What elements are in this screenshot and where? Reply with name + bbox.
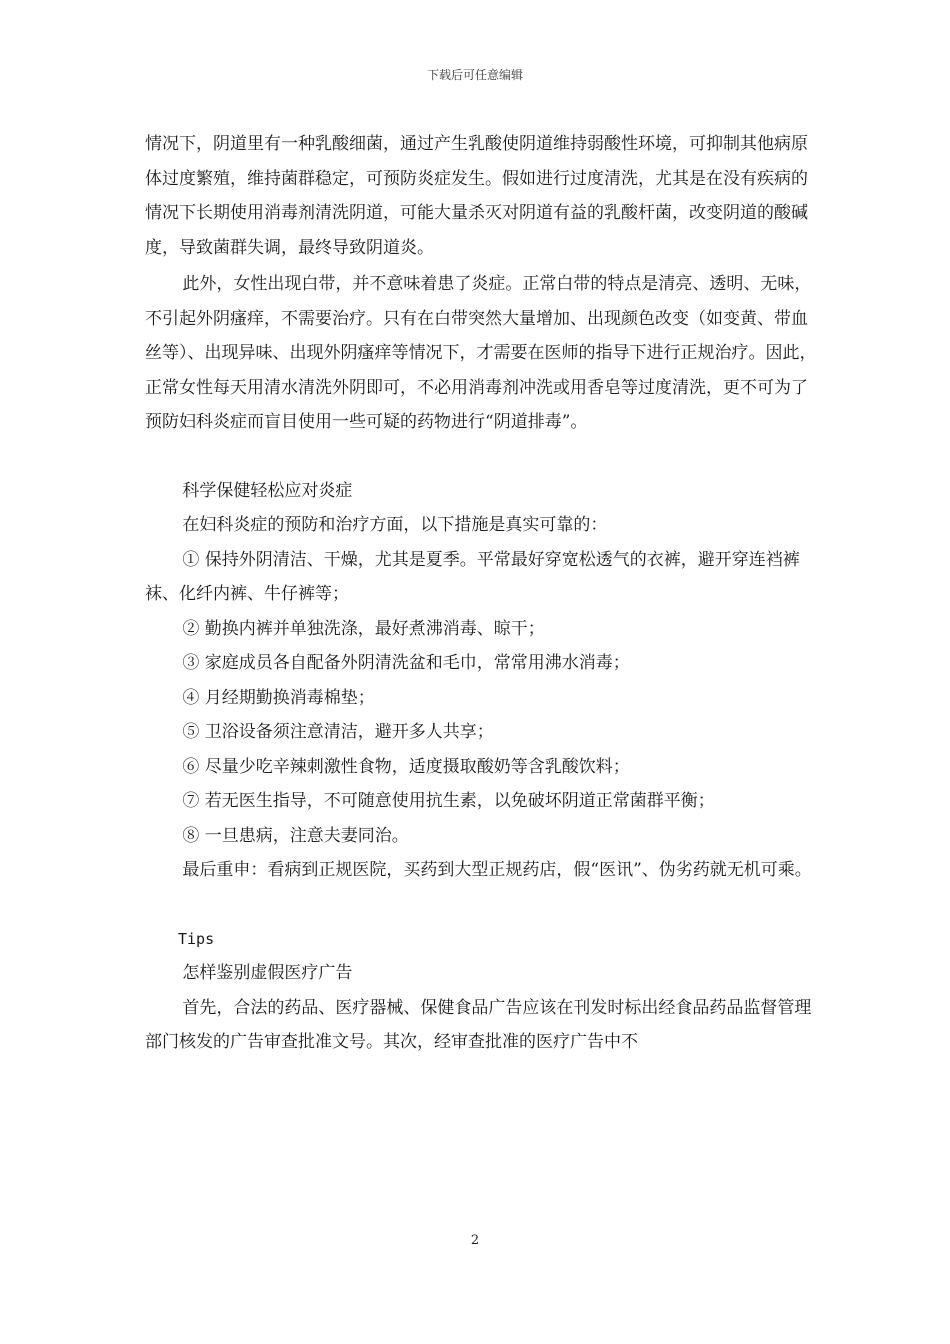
list-item: ⑧ 一旦患病，注意夫妻同治。: [182, 825, 409, 846]
tips-label: Tips: [178, 929, 215, 948]
list-item: ⑥ 尽量少吃辛辣刺激性食物，适度摄取酸奶等含乳酸饮料；: [182, 756, 630, 777]
list-item: ② 勤换内裤并单独洗涤，最好煮沸消毒、晾干；: [182, 618, 545, 639]
list-item: ⑦ 若无医生指导，不可随意使用抗生素，以免破坏阴道正常菌群平衡；: [182, 791, 715, 811]
section-title: 科学保健轻松应对炎症: [182, 480, 353, 501]
list-item: ③ 家庭成员各自配备外阴清洗盆和毛巾，常常用沸水消毒；: [182, 653, 630, 673]
list-item: ④ 月经期勤换消毒棉垫；: [182, 687, 375, 708]
spacer: [145, 888, 820, 922]
page-header: 下载后可任意编辑: [426, 68, 523, 82]
document-body: [145, 127, 820, 1060]
tips-title: 怎样鉴别虚假医疗广告: [182, 963, 353, 983]
paragraph-continuation: 情况下，阴道里有一种乳酸细菌，通过产生乳酸使阴道维持弱酸性环境，可抑制其他病原体过度繁殖，维持菌群稳定，可预防炎症发生。假如进行过度清洗，尤其是在没有疾病的情况下长期使用消毒剂清洗阴道，可能大量杀灭对阴道有益的乳酸杆菌，改变阴道的酸碱度，导致菌群失调，最终导致阴道炎。: [145, 134, 808, 258]
paragraph-leukorrhea: 此外，女性出现白带，并不意味着患了炎症。正常白带的特点是清亮、透明、无味，不引起外阴瘙痒，不需要治疗。只有在白带突然大量增加、出现颜色改变（如变黄、带血丝等）、出现异味、出现外阴瘙痒等情况下，才需要在医师的指导下进行正规治疗。因此，正常女性每天用清水清洗外阴即可，不必用消毒剂冲洗或用香皂等过度清洗，更不可为了预防妇科炎症而盲目使用一些可疑的药物进行“阴道排毒”。: [145, 274, 817, 432]
list-item: ⑤ 卫浴设备须注意清洁，避开多人共享；: [182, 722, 494, 742]
closing-paragraph: 最后重申：看病到正规医院，买药到大型正规药店，假“医讯”、伪劣药就无机可乘。: [182, 860, 812, 880]
tips-paragraph: 首先，合法的药品、医疗器械、保健食品广告应该在刊发时标出经食品药品监督管理部门核发的广告审查批准文号。其次，经审查批准的医疗广告中不: [145, 997, 812, 1052]
spacer: [145, 440, 820, 474]
list-item: ① 保持外阴清洁、干燥，尤其是夏季。平常最好穿宽松透气的衣裤，避开穿连裆裤袜、化纤内裤、牛仔裤等；: [145, 549, 800, 604]
page-number: 2: [470, 1233, 480, 1248]
section-intro: 在妇科炎症的预防和治疗方面，以下措施是真实可靠的：: [182, 515, 608, 535]
